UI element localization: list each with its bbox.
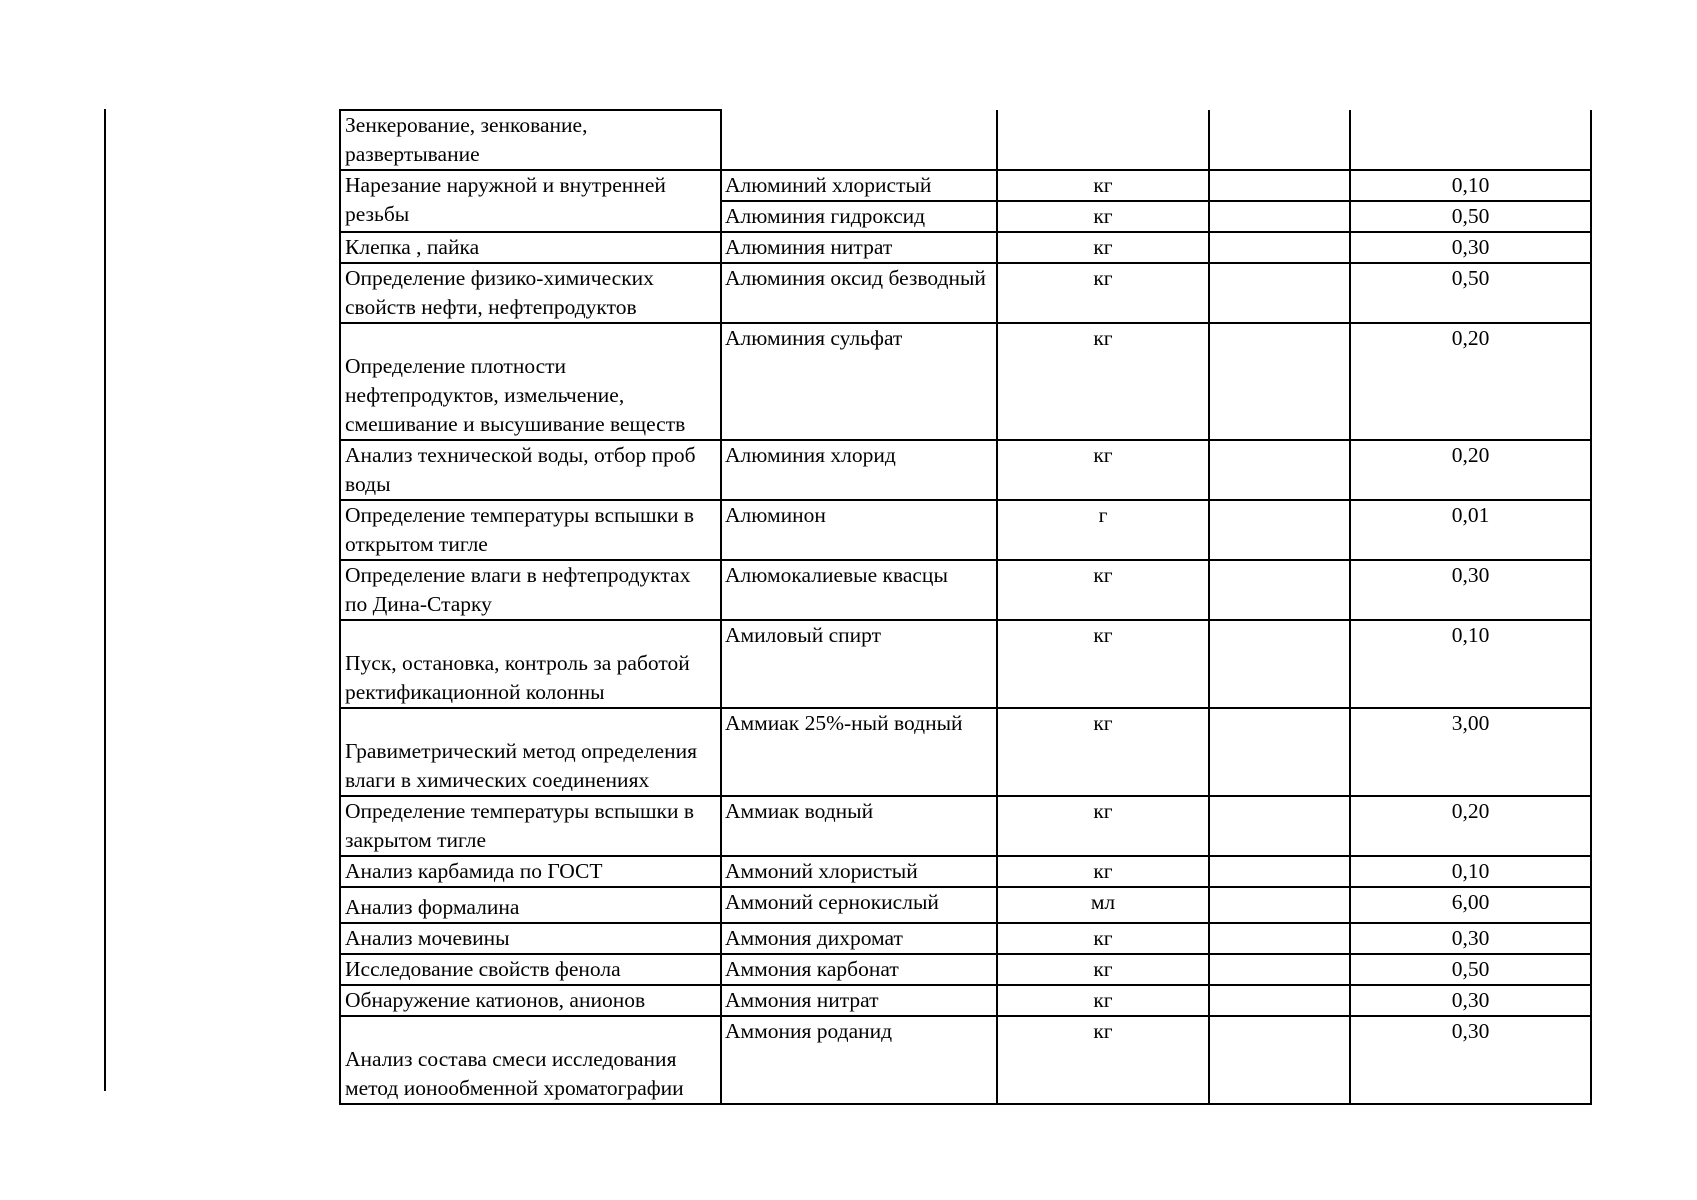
- work-cell: Гравиметрический метод определения влаги в химических соединениях: [340, 708, 721, 796]
- unit-cell: кг: [997, 170, 1209, 201]
- empty-cell: [1209, 954, 1350, 985]
- table-row: [340, 263, 1591, 323]
- materials-table: [339, 109, 1592, 1105]
- quantity-cell: 0,30: [1350, 923, 1591, 954]
- table-row: [340, 708, 1591, 796]
- table-row: [340, 232, 1591, 263]
- quantity-cell: 0,10: [1350, 856, 1591, 887]
- unit-cell: кг: [997, 923, 1209, 954]
- quantity-cell: 0,10: [1350, 170, 1591, 201]
- unit-cell: мл: [997, 887, 1209, 923]
- unit-cell: кг: [997, 560, 1209, 620]
- quantity-cell: 0,10: [1350, 620, 1591, 708]
- work-cell: Анализ карбамида по ГОСТ: [340, 856, 721, 887]
- unit-cell: кг: [997, 201, 1209, 232]
- empty-cell: [1209, 201, 1350, 232]
- empty-cell: [1209, 323, 1350, 440]
- left-border-line: [104, 109, 106, 1091]
- material-cell: Аммоний хлористый: [721, 856, 997, 887]
- quantity-cell: [1350, 110, 1591, 170]
- empty-cell: [1209, 110, 1350, 170]
- quantity-cell: 0,30: [1350, 232, 1591, 263]
- empty-cell: [1209, 440, 1350, 500]
- unit-cell: кг: [997, 232, 1209, 263]
- empty-cell: [1209, 708, 1350, 796]
- empty-cell: [1209, 887, 1350, 923]
- table-row: [340, 440, 1591, 500]
- unit-cell: кг: [997, 263, 1209, 323]
- quantity-cell: 0,30: [1350, 560, 1591, 620]
- table-row: [340, 500, 1591, 560]
- quantity-cell: 0,20: [1350, 323, 1591, 440]
- work-cell: Анализ технической воды, отбор проб воды: [340, 440, 721, 500]
- quantity-cell: 6,00: [1350, 887, 1591, 923]
- quantity-cell: 0,01: [1350, 500, 1591, 560]
- quantity-cell: 0,50: [1350, 201, 1591, 232]
- material-cell: Алюминия оксид безводный: [721, 263, 997, 323]
- work-cell: Определение плотности нефтепродуктов, измельчение, смешивание и высушивание веществ: [340, 323, 721, 440]
- material-cell: Алюминия хлорид: [721, 440, 997, 500]
- empty-cell: [1209, 500, 1350, 560]
- unit-cell: [997, 110, 1209, 170]
- material-cell: Аммония дихромат: [721, 923, 997, 954]
- quantity-cell: 0,20: [1350, 796, 1591, 856]
- unit-cell: кг: [997, 440, 1209, 500]
- unit-cell: кг: [997, 796, 1209, 856]
- unit-cell: кг: [997, 708, 1209, 796]
- empty-cell: [1209, 985, 1350, 1016]
- work-cell: Анализ состава смеси исследования метод ионообменной хроматографии: [340, 1016, 721, 1104]
- empty-cell: [1209, 856, 1350, 887]
- empty-cell: [1209, 170, 1350, 201]
- quantity-cell: 0,50: [1350, 263, 1591, 323]
- work-cell: Нарезание наружной и внутренней резьбы: [340, 170, 721, 232]
- unit-cell: кг: [997, 954, 1209, 985]
- material-cell: Аммония роданид: [721, 1016, 997, 1104]
- quantity-cell: 0,20: [1350, 440, 1591, 500]
- table-row: [340, 954, 1591, 985]
- table-row: [340, 323, 1591, 440]
- empty-cell: [1209, 923, 1350, 954]
- unit-cell: кг: [997, 620, 1209, 708]
- work-cell: Клепка , пайка: [340, 232, 721, 263]
- unit-cell: кг: [997, 985, 1209, 1016]
- material-cell: Алюминон: [721, 500, 997, 560]
- table-row: [340, 887, 1591, 923]
- material-cell: Аммония карбонат: [721, 954, 997, 985]
- table-row: [340, 923, 1591, 954]
- work-cell: Анализ мочевины: [340, 923, 721, 954]
- quantity-cell: 0,30: [1350, 1016, 1591, 1104]
- work-cell: Обнаружение катионов, анионов: [340, 985, 721, 1016]
- table-row: [340, 110, 1591, 170]
- material-cell: Алюминия нитрат: [721, 232, 997, 263]
- material-cell: Аммиак водный: [721, 796, 997, 856]
- quantity-cell: 3,00: [1350, 708, 1591, 796]
- work-cell: Исследование свойств фенола: [340, 954, 721, 985]
- material-cell: Алюминия сульфат: [721, 323, 997, 440]
- table-row: [340, 856, 1591, 887]
- unit-cell: кг: [997, 323, 1209, 440]
- material-cell: [721, 110, 997, 170]
- work-cell: Определение температуры вспышки в открытом тигле: [340, 500, 721, 560]
- unit-cell: г: [997, 500, 1209, 560]
- empty-cell: [1209, 263, 1350, 323]
- empty-cell: [1209, 1016, 1350, 1104]
- quantity-cell: 0,30: [1350, 985, 1591, 1016]
- material-cell: Алюминия гидроксид: [721, 201, 997, 232]
- table-row: [340, 796, 1591, 856]
- empty-cell: [1209, 560, 1350, 620]
- table-row: [340, 985, 1591, 1016]
- work-cell: Определение физико-химических свойств нефти, нефтепродуктов: [340, 263, 721, 323]
- empty-cell: [1209, 232, 1350, 263]
- empty-cell: [1209, 796, 1350, 856]
- material-cell: Аммония нитрат: [721, 985, 997, 1016]
- unit-cell: кг: [997, 856, 1209, 887]
- table-row: [340, 620, 1591, 708]
- material-cell: Аммиак 25%-ный водный: [721, 708, 997, 796]
- work-cell: Определение температуры вспышки в закрытом тигле: [340, 796, 721, 856]
- material-cell: Аммоний сернокислый: [721, 887, 997, 923]
- table-row: [340, 170, 1591, 201]
- work-cell: Анализ формалина: [340, 887, 721, 923]
- table-row: [340, 560, 1591, 620]
- material-cell: Амиловый спирт: [721, 620, 997, 708]
- material-cell: Алюминий хлористый: [721, 170, 997, 201]
- work-cell: Зенкерование, зенкование, развертывание: [340, 110, 721, 170]
- work-cell: Определение влаги в нефтепродуктах по Дина-Старку: [340, 560, 721, 620]
- work-cell: Пуск, остановка, контроль за работой ректификационной колонны: [340, 620, 721, 708]
- unit-cell: кг: [997, 1016, 1209, 1104]
- quantity-cell: 0,50: [1350, 954, 1591, 985]
- material-cell: Алюмокалиевые квасцы: [721, 560, 997, 620]
- table-row: [340, 1016, 1591, 1104]
- empty-cell: [1209, 620, 1350, 708]
